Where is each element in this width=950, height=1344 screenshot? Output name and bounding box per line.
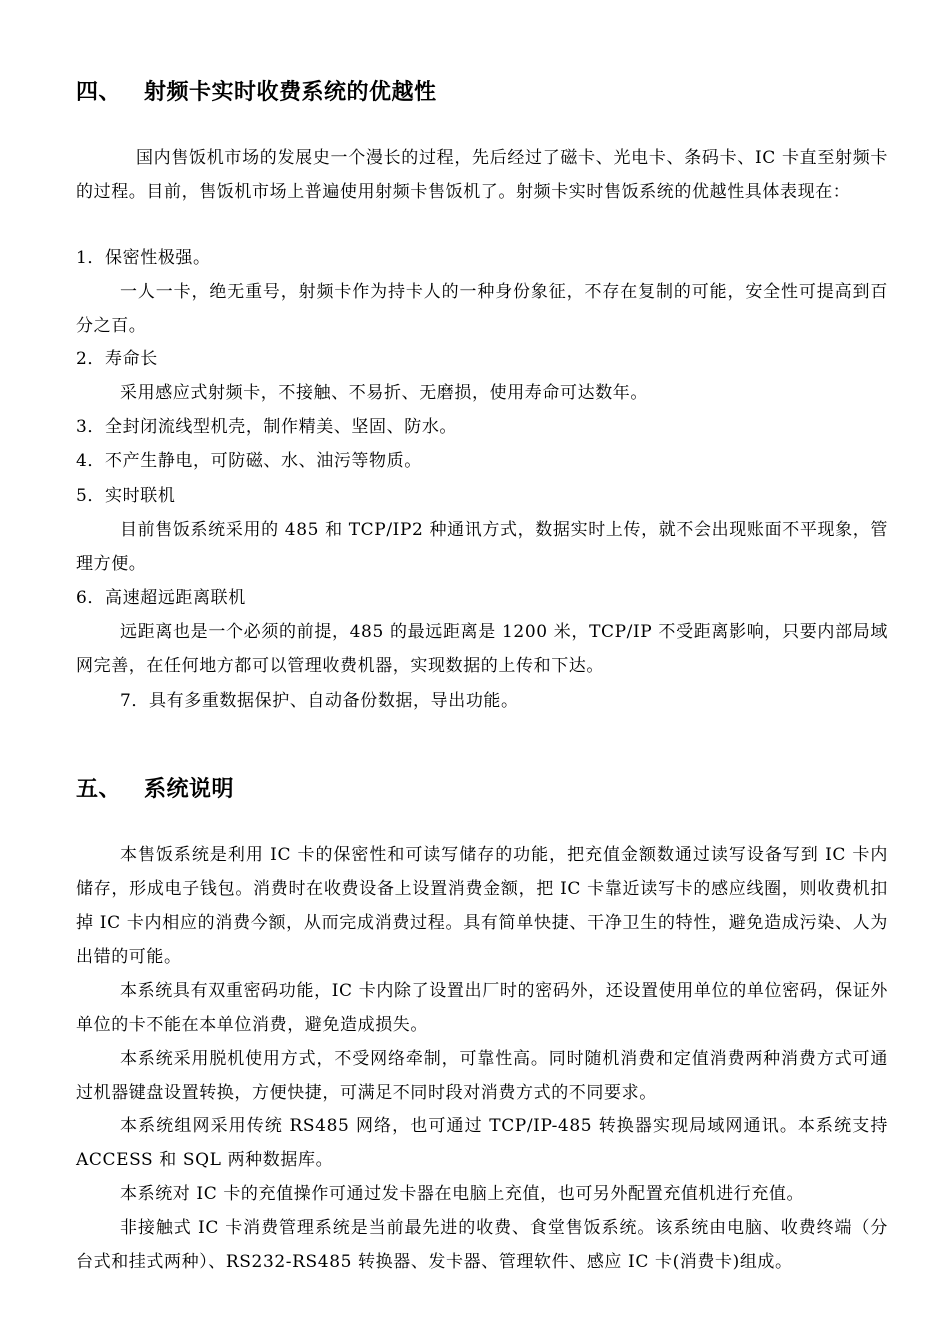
item-6-label: 6．高速超远距离联机	[76, 588, 246, 608]
section-5-paragraph-1: 本售饭系统是利用 IC 卡的保密性和可读写储存的功能，把充值金额数通过读写设备写到 IC 卡内储存，形成电子钱包。消费时在收费设备上设置消费金额，把 IC 卡靠近读写卡的感应线圈，则收费机扣掉 IC 卡内相应的消费今额，从而完成消费过程。具有简单快捷、干净卫生的特性，避免造成污染、人为出错的可能。	[76, 845, 888, 967]
section-4-intro: 国内售饭机市场的发展史一个漫长的过程，先后经过了磁卡、光电卡、条码卡、IC 卡直至射频卡的过程。目前，售饭机市场上普遍使用射频卡售饭机了。射频卡实时售饭系统的优越性具体表现在：	[76, 148, 888, 202]
item-3-label: 3．全封闭流线型机壳，制作精美、坚固、防水。	[76, 417, 458, 437]
section-5-heading	[76, 774, 234, 804]
section-5-number: 五、	[76, 776, 122, 802]
item-4-label: 4．不产生静电，可防磁、水、油污等物质。	[76, 451, 422, 471]
section-5-title: 系统说明	[144, 776, 235, 802]
section-5-paragraph-3: 本系统采用脱机使用方式，不受网络牵制，可靠性高。同时随机消费和定值消费两种消费方式可通过机器键盘设置转换，方便快捷，可满足不同时段对消费方式的不同要求。	[76, 1049, 888, 1103]
item-5-label: 5．实时联机	[76, 486, 176, 506]
item-2-detail: 采用感应式射频卡，不接触、不易折、无磨损，使用寿命可达数年。	[120, 383, 648, 403]
item-2-label: 2．寿命长	[76, 349, 158, 369]
item-1-detail: 一人一卡，绝无重号，射频卡作为持卡人的一种身份象征，不存在复制的可能，安全性可提高到百分之百。	[76, 282, 888, 336]
item-1-label: 1．保密性极强。	[76, 248, 211, 268]
section-4-number: 四、	[76, 79, 122, 105]
section-5-paragraph-2: 本系统具有双重密码功能，IC 卡内除了设置出厂时的密码外，还设置使用单位的单位密码，保证外单位的卡不能在本单位消费，避免造成损失。	[76, 981, 888, 1035]
section-5-paragraph-6: 非接触式 IC 卡消费管理系统是当前最先进的收费、食堂售饭系统。该系统由电脑、收费终端（分台式和挂式两种）、RS232-RS485 转换器、发卡器、管理软件、感应 IC 卡(消费卡)组成。	[76, 1218, 888, 1272]
section-4-heading	[76, 77, 437, 107]
item-7-label: 7．具有多重数据保护、自动备份数据，导出功能。	[120, 691, 519, 711]
item-5-detail: 目前售饭系统采用的 485 和 TCP/IP2 种通讯方式，数据实时上传，就不会出现账面不平现象，管理方便。	[76, 520, 888, 574]
section-5-paragraph-5: 本系统对 IC 卡的充值操作可通过发卡器在电脑上充值，也可另外配置充值机进行充值。	[120, 1184, 805, 1204]
section-5-paragraph-4: 本系统组网采用传统 RS485 网络，也可通过 TCP/IP-485 转换器实现局域网通讯。本系统支持 ACCESS 和 SQL 两种数据库。	[76, 1116, 888, 1170]
item-6-detail: 远距离也是一个必须的前提，485 的最远距离是 1200 米，TCP/IP 不受距离影响，只要内部局域网完善，在任何地方都可以管理收费机器，实现数据的上传和下达。	[76, 622, 888, 676]
section-4-title: 射频卡实时收费系统的优越性	[144, 79, 437, 105]
